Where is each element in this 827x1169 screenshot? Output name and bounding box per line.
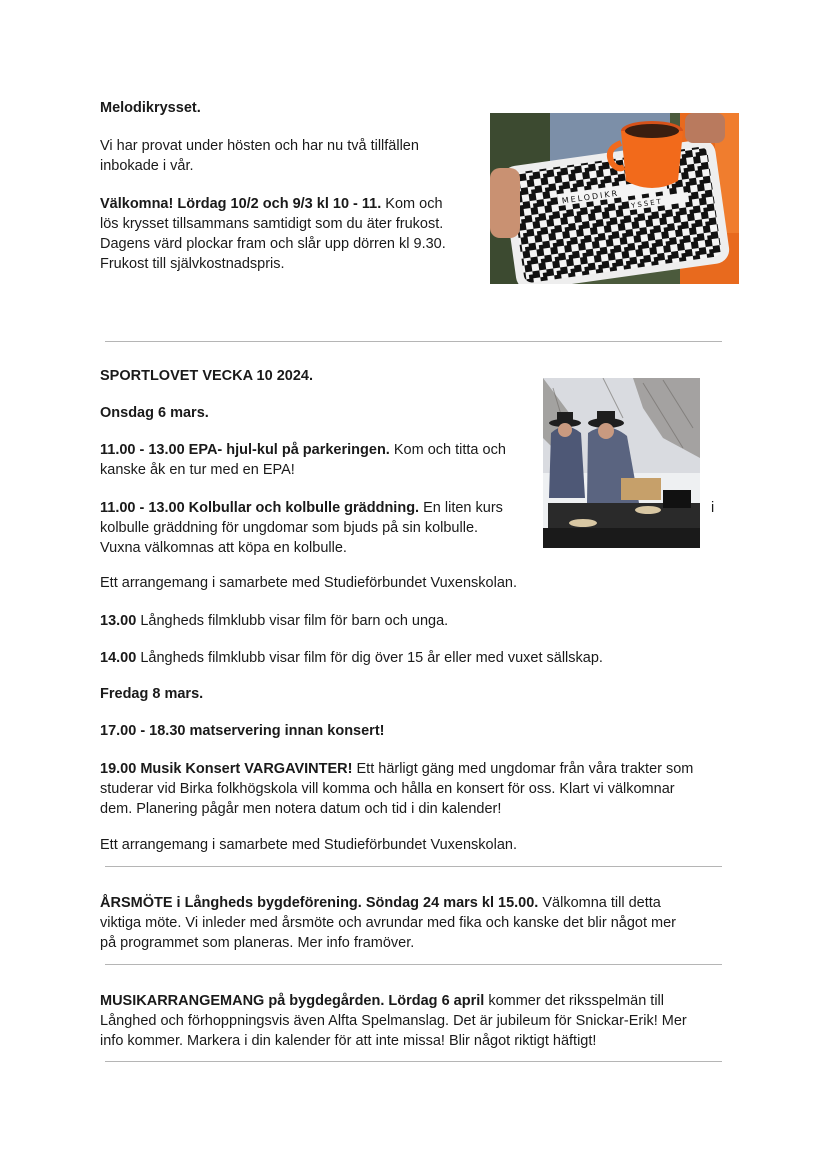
divider bbox=[105, 866, 722, 867]
film-event bbox=[100, 611, 448, 631]
film-text: Långheds filmklubb visar film för barn och unga. bbox=[136, 613, 449, 629]
kolbulle-illustration bbox=[543, 378, 700, 548]
kolbullar-line: Vuxna välkomnas att köpa en kolbulle. bbox=[100, 540, 347, 556]
details-line: Frukost till självkostnadspris. bbox=[100, 256, 285, 272]
musik-section bbox=[100, 991, 687, 1051]
tray-lettering: YSSET bbox=[630, 197, 664, 210]
konsert-event bbox=[100, 759, 693, 819]
divider bbox=[105, 964, 722, 965]
kolbullar-stray-i: i bbox=[711, 500, 715, 516]
kolbullar-rest: En liten kurs bbox=[419, 500, 503, 516]
melodikrysset-details bbox=[100, 194, 446, 274]
welcome-rest: Kom och bbox=[381, 196, 443, 212]
arsmote-line: viktiga möte. Vi inleder med årsmöte och avrundar med fika och kanske det blir något mer bbox=[100, 915, 676, 931]
epa-line: kanske åk en tur med en EPA! bbox=[100, 462, 295, 478]
musik-bold: MUSIKARRANGEMANG på bygdegården. Lördag 6 april bbox=[100, 993, 485, 1009]
sportlovet-title: SPORTLOVET VECKA 10 2024. bbox=[100, 368, 314, 384]
arsmote-bold: ÅRSMÖTE i Långheds bygdeförening. Söndag 24 mars kl 15.00. bbox=[100, 895, 539, 911]
musik-line: info kommer. Markera i din kalender för att inte missa! Blir något riktigt häftigt! bbox=[100, 1033, 597, 1049]
arsmote-section bbox=[100, 893, 676, 953]
melodikrysset-intro bbox=[100, 136, 419, 176]
crossword-tray-illustration bbox=[490, 113, 739, 284]
kolbullar-line: kolbulle gräddning för ungdomar som bjuds på sin kolbulle. bbox=[100, 520, 479, 536]
konsert-rest: Ett härligt gäng med ungdomar från våra trakter som bbox=[352, 761, 694, 777]
arrangemang-note: Ett arrangemang i samarbete med Studieförbundet Vuxenskolan. bbox=[100, 837, 517, 853]
kolbullar-bold: 11.00 - 13.00 Kolbullar och kolbulle gräddning. bbox=[100, 500, 420, 516]
divider bbox=[105, 1061, 722, 1062]
matservering: 17.00 - 18.30 matservering innan konsert! bbox=[100, 723, 385, 739]
kolbullar-event bbox=[100, 498, 503, 558]
wednesday-heading: Onsdag 6 mars. bbox=[100, 405, 209, 421]
konsert-line: dem. Planering pågår men notera datum och tid i din kalender! bbox=[100, 801, 502, 817]
film-text: Långheds filmklubb visar film för dig över 15 år eller med vuxet sällskap. bbox=[136, 650, 603, 666]
konsert-line: studerar vid Birka folkhögskola vill komma och hålla en konsert för oss. Klart vi välkomnar bbox=[100, 781, 675, 797]
arrangemang-note: Ett arrangemang i samarbete med Studieförbundet Vuxenskolan. bbox=[100, 575, 517, 591]
konsert-bold: 19.00 Musik Konsert VARGAVINTER! bbox=[100, 761, 353, 777]
intro-line: inbokade i vår. bbox=[100, 158, 194, 174]
arsmote-rest: Välkomna till detta bbox=[538, 895, 661, 911]
film-time: 13.00 bbox=[100, 613, 137, 629]
film-time: 14.00 bbox=[100, 650, 137, 666]
epa-bold: 11.00 - 13.00 EPA- hjul-kul på parkeringen. bbox=[100, 442, 390, 458]
epa-event bbox=[100, 440, 506, 480]
melodikrysset-title: Melodikrysset. bbox=[100, 100, 201, 116]
arsmote-line: på programmet som planeras. Mer info framöver. bbox=[100, 935, 415, 951]
details-line: Dagens värd plockar fram och slår upp dörren kl 9.30. bbox=[100, 236, 446, 252]
film-event bbox=[100, 648, 603, 668]
musik-rest: kommer det riksspelmän till bbox=[484, 993, 664, 1009]
epa-rest: Kom och titta och bbox=[389, 442, 506, 458]
kolbulle-cooking-photo bbox=[543, 378, 700, 548]
crossword-tray-photo bbox=[490, 113, 739, 284]
details-line: lös krysset tillsammans samtidigt som du äter frukost. bbox=[100, 216, 444, 232]
musik-line: Långhed och förhoppningsvis även Alfta Spelmanslag. Det är jubileum för Snickar-Erik! Mer bbox=[100, 1013, 687, 1029]
intro-line: Vi har provat under hösten och har nu två tillfällen bbox=[100, 138, 419, 154]
tray-lettering: MELODIKR bbox=[561, 188, 620, 206]
welcome-bold: Välkomna! Lördag 10/2 och 9/3 kl 10 - 11. bbox=[100, 196, 382, 212]
friday-heading: Fredag 8 mars. bbox=[100, 686, 204, 702]
divider bbox=[105, 341, 722, 342]
